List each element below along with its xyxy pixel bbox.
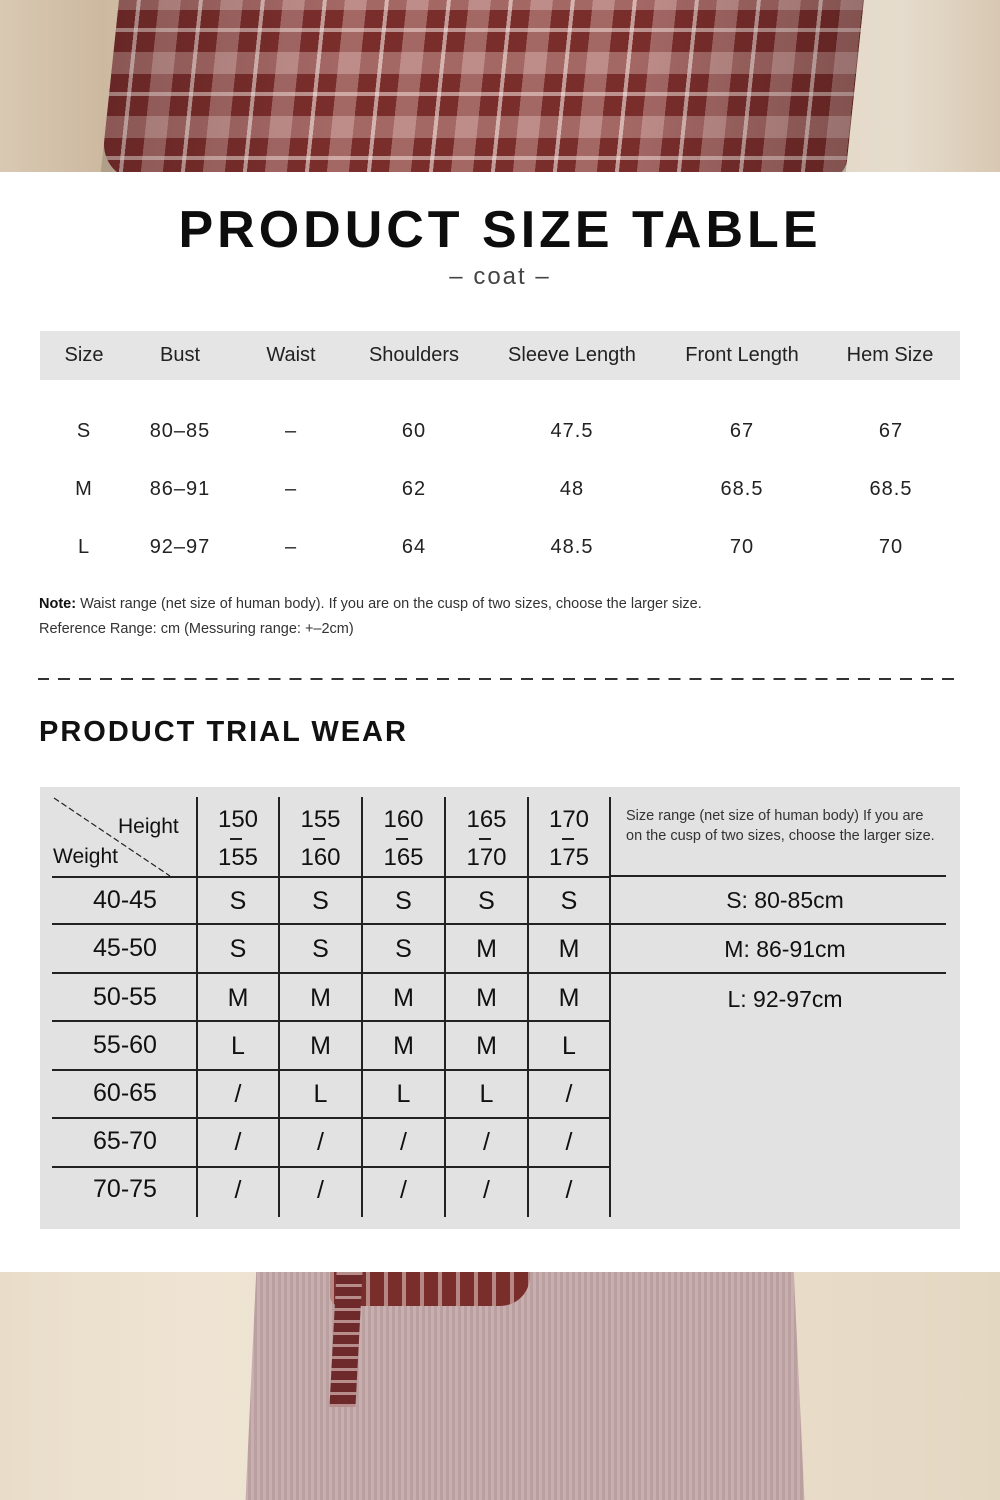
product-photo-top <box>0 0 1000 172</box>
page-title: PRODUCT SIZE TABLE <box>178 201 822 259</box>
trial-side-note-line2: on the cusp of two sizes, choose the larger size. <box>626 828 935 844</box>
col-front-length: Front Length <box>685 344 799 366</box>
section-divider <box>38 678 962 680</box>
product-photo-bottom <box>0 1272 1000 1500</box>
range-l: L: 92-97cm <box>727 986 843 1012</box>
plaid-coat-image <box>100 0 865 172</box>
col-waist: Waist <box>266 344 316 366</box>
size-note <box>39 596 702 612</box>
trial-section-title: PRODUCT TRIAL WEAR <box>39 716 408 748</box>
range-s: S: 80-85cm <box>726 887 844 913</box>
col-shoulders: Shoulders <box>368 344 460 366</box>
corner-weight-label: Weight <box>53 845 118 868</box>
reference-note: Reference Range: cm (Messuring range: +–2cm) <box>39 621 354 637</box>
note-text: Waist range (net size of human body). If you are on the cusp of two sizes, choose the larger size. <box>76 596 702 612</box>
knit-skirt-image <box>245 1272 805 1500</box>
size-table-header <box>40 331 960 380</box>
col-sleeve-length: Sleeve Length <box>508 344 636 366</box>
range-m: M: 86-91cm <box>724 936 846 962</box>
col-size: Size <box>64 344 104 366</box>
trial-side-note-line1: Size range (net size of human body) If you are <box>626 808 924 824</box>
note-label: Note: <box>39 596 77 612</box>
page-subtitle: – coat – <box>449 263 551 290</box>
col-hem-size: Hem Size <box>846 344 934 366</box>
corner-height-label: Height <box>118 815 179 838</box>
col-bust: Bust <box>159 344 201 366</box>
